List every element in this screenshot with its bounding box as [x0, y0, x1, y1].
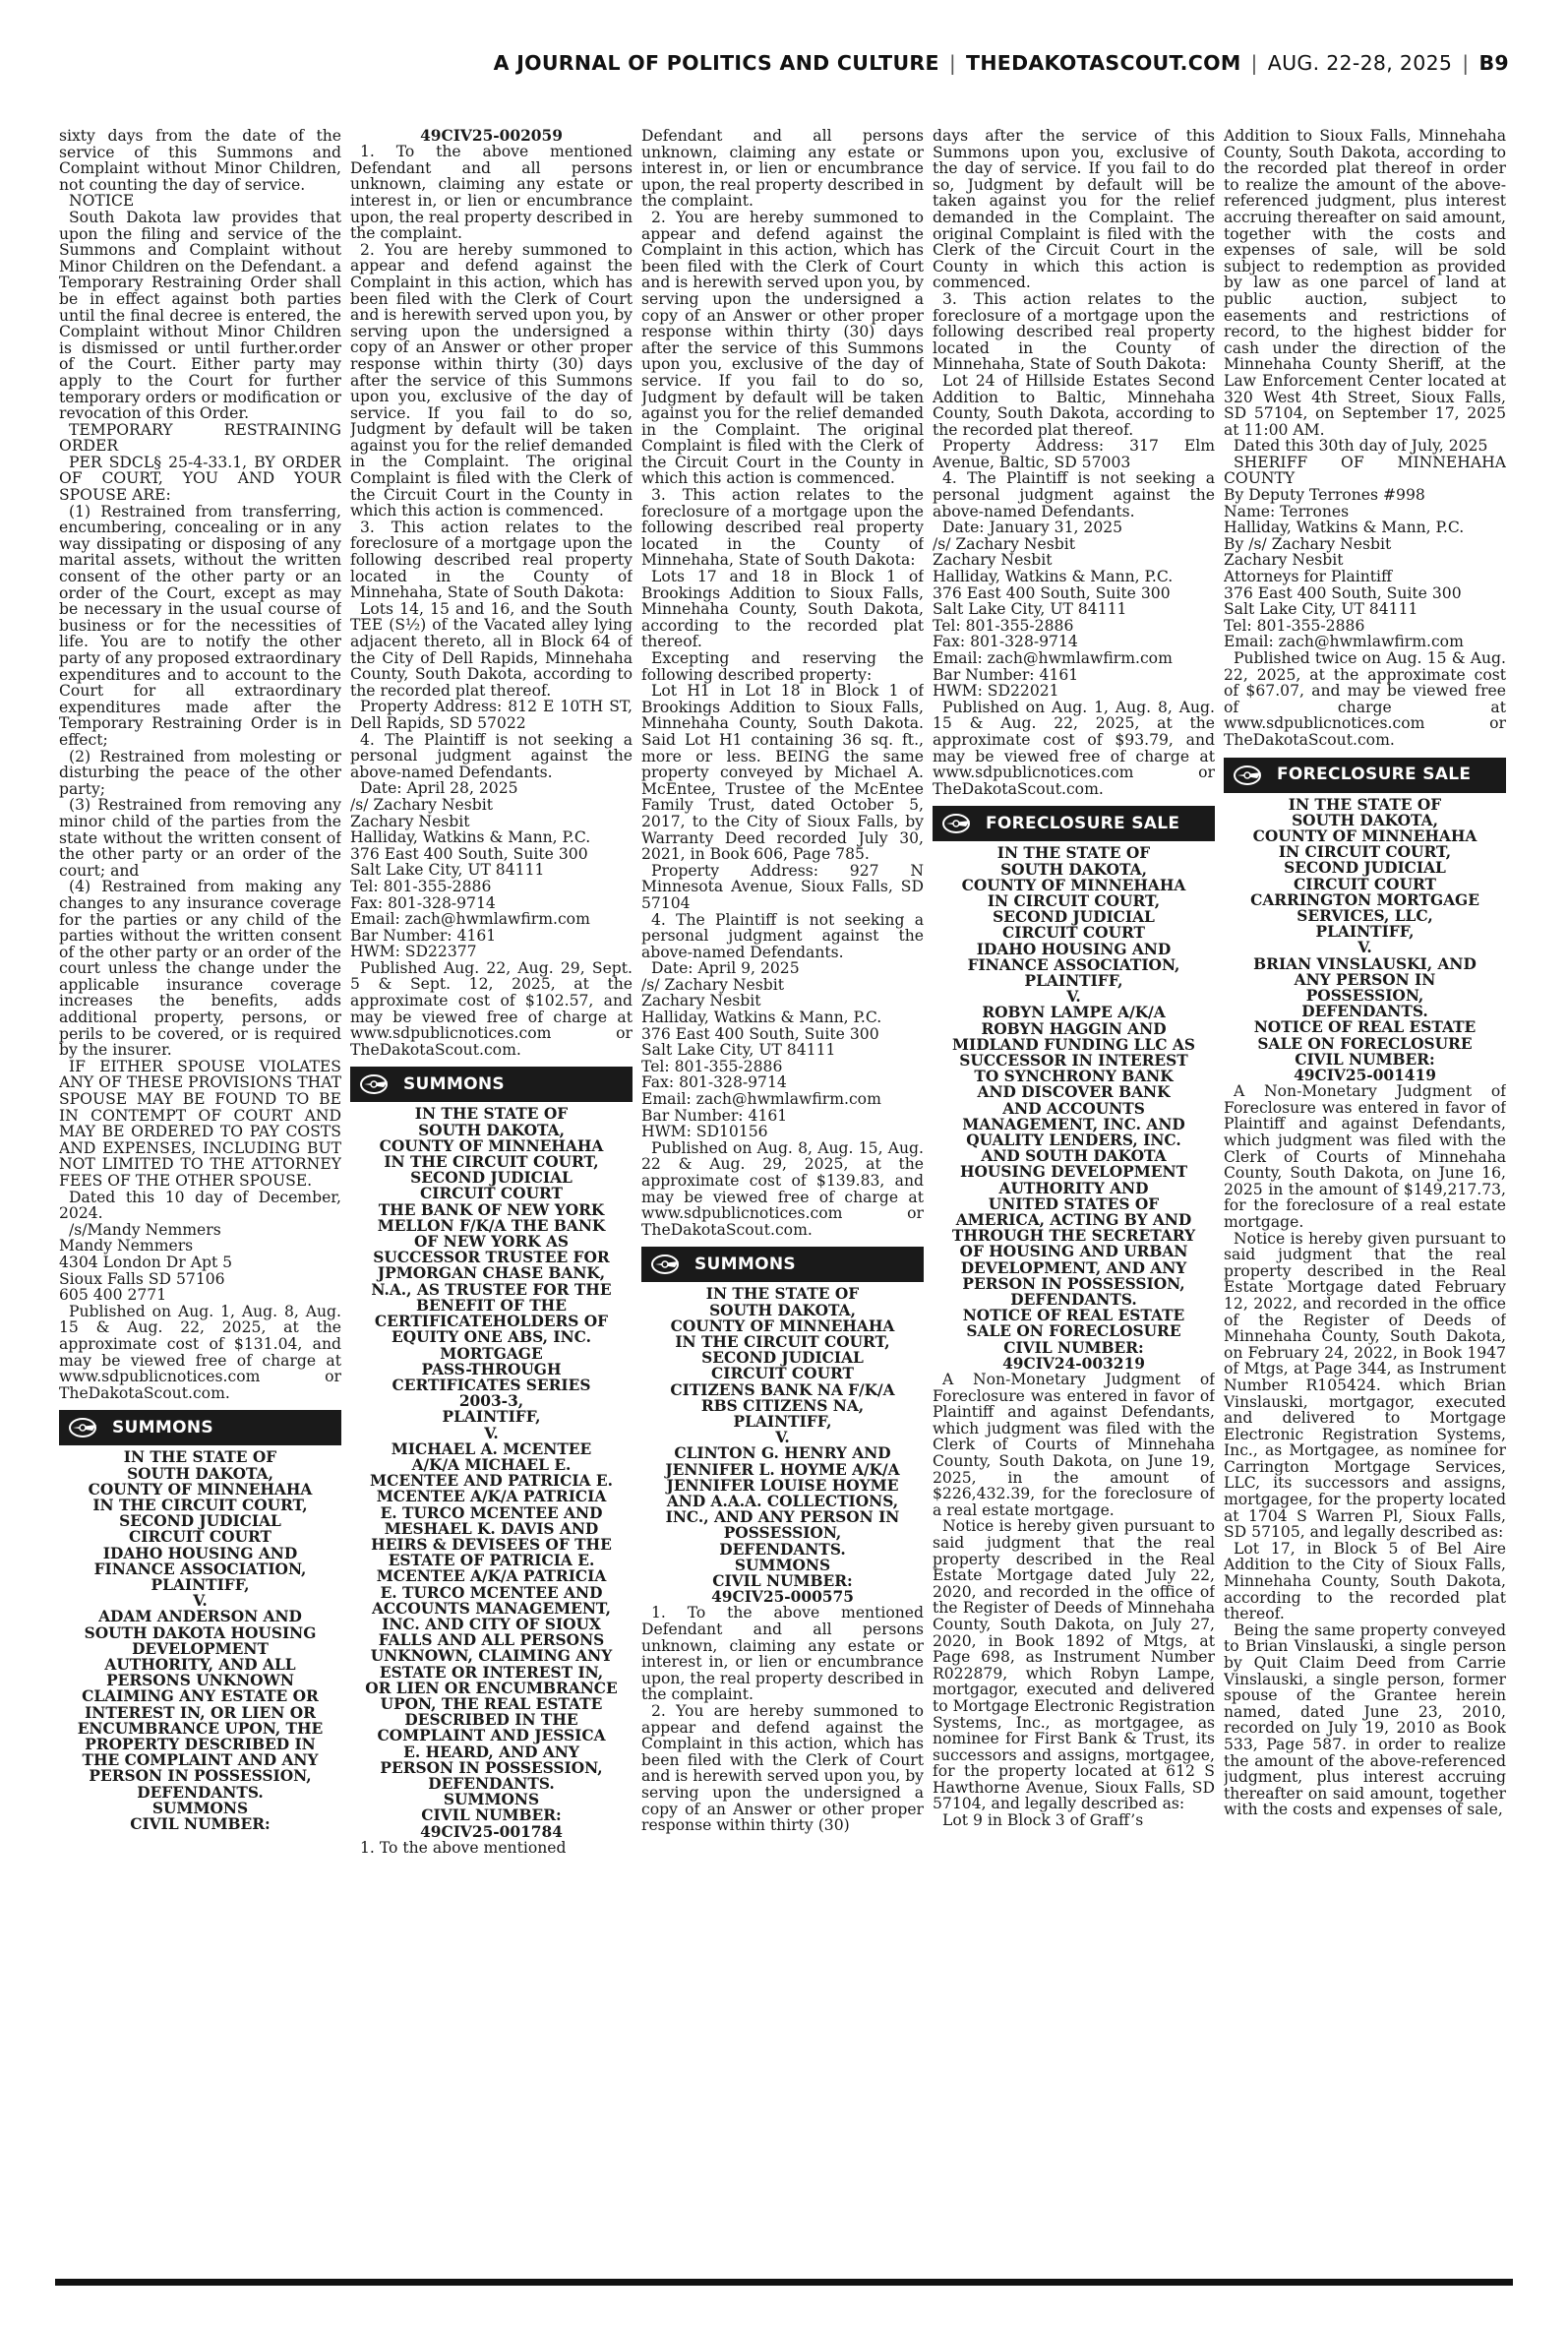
scout-logo-icon [649, 1254, 685, 1275]
signature-block: Date: January 31, 2025 /s/ Zachary Nesbit Zachary Nesbit Halliday, Watkins & Mann, P.C. 376 East 400 South, Suite 300 Salt Lake City, UT 84111 Tel: 801-355-2886 Fax: 801-328-9714 Email: zach@hwmlawfirm.com Bar Number: 4161 HWM: SD22021 [933, 519, 1174, 701]
notice-paragraph: Notice is hereby given pursuant to said judgment that the real property described in the Real Estate Mortgage dated July 22, 2020, and recorded in the office of the Register of Deeds of Minnehaha County, South Dakota, on July 27, 2020, in Book 1892 of Mtgs, at Page 698, as Instrument Number R022879, which Robyn Lampe, mortgagor, executed and delivered to Mortgage Electronic Registration Systems, Inc., as mortgagee, as nominee for First Bank & Trust, its successors and assigns, mortgagee, for the property located at 612 S Hawthorne Avenue, Sioux Falls, SD 57104, and legally described as: [933, 1517, 1215, 1813]
publication-note: Published twice on Aug. 15 & Aug. 22, 2025, at the approximate cost of $67.07, and may be viewed free of charge at www.sdpublicnotices.com or TheDakotaScout.com. [1224, 649, 1506, 749]
notice-paragraph: South Dakota law provides that upon the filing and service of the Summons and Complaint without Minor Children on the Defendant. a Temporary Restraining Order shall be in effect against both parties until the final decree is entered, the Complaint without Minor Children is dismissed or until further.order of the Court. Either party may apply to the Court for further temporary orders or modification or revocation of this Order. [59, 208, 341, 423]
notice-paragraph: 4. The Plaintiff is not seeking a personal judgment against the above-named Defendants. [641, 910, 924, 961]
section-label: SUMMONS [694, 1254, 796, 1275]
column-3 [641, 128, 924, 2233]
notice-paragraph: Property Address: 812 E 10TH ST, Dell Rapids, SD 57022 [350, 698, 633, 732]
scout-logo-icon [67, 1417, 102, 1438]
notice-paragraph: (2) Restrained from molesting or disturbing the peace of the other party; [59, 747, 341, 798]
bottom-rule [55, 2279, 1513, 2286]
issue-date: AUG. 22-28, 2025 [1267, 51, 1453, 75]
notices-columns [59, 128, 1509, 2233]
column-4 [933, 128, 1215, 2233]
notice-paragraph: Dated this 10 day of December, 2024. [59, 1188, 341, 1223]
notice-paragraph: A Non-Monetary Judgment of Foreclosure was entered in favor of Plaintiff and against Defendants, which judgment was filed with the Clerk of Courts of Minnehaha County, South Dakota, on June 16, 2025 in the amount of $149,217.73, for the foreclosure of a real estate mortgage. [1224, 1082, 1506, 1231]
notice-paragraph: IF EITHER SPOUSE VIOLATES ANY OF THESE PROVISIONS THAT SPOUSE MAY BE FOUND TO BE IN CONTEMPT OF COURT AND MAY BE ORDERED TO PAY COSTS AND EXPENSES, INCLUDING BUT NOT LIMITED TO THE ATTORNEY FEES OF THE OTHER SPOUSE. [59, 1057, 341, 1190]
section-label: FORECLOSURE SALE [1277, 765, 1472, 785]
section-label: SUMMONS [112, 1418, 213, 1438]
notice-paragraph: A Non-Monetary Judgment of Foreclosure was entered in favor of Plaintiff and against Defendants, which judgment was filed with the Clerk of Courts of Minnehaha County, South Dakota, on June 19, 2025, in the amount of $226,432.39, for the foreclosure of a real estate mortgage. [933, 1371, 1215, 1519]
notice-paragraph: Excepting and reserving the following described property: [641, 649, 924, 684]
notice-paragraph: 3. This action relates to the foreclosure of a mortgage upon the following described real property located in the County of Minnehaha, State of South Dakota: [350, 518, 633, 602]
notice-paragraph: Being the same property conveyed to Brian Vinslauski, a single person by Quit Claim Deed from Carrie Vinslauski, a single person, former spouse of the Grantee herein named, dated June 23, 2010, recorded on July 19, 2010 as Book 533, Page 587. in order to realize the amount of the above-referenced judgment, plus interest accruing thereafter on said amount, together with the costs and expenses of sale, [1224, 1621, 1506, 1819]
notice-paragraph: Lot 9 in Block 3 of Graff’s [942, 1811, 1144, 1830]
notice-paragraph: 4. The Plaintiff is not seeking a personal judgment against the above-named Defendants. [350, 730, 633, 781]
scout-logo-icon [940, 813, 976, 834]
notice-paragraph: 1. To the above mentioned Defendant and all persons unknown, claiming any estate or interest in, or lien or encumbrance upon, the real property described in the complaint. [641, 1604, 924, 1704]
notice-paragraph: Lots 14, 15 and 16, and the South TEE (S½) of the Vacated alley lying adjacent thereto, all in Block 64 of the City of Dell Rapids, Minnehaha County, South Dakota, according to the recorded plat thereof. [350, 599, 633, 700]
notice-paragraph: 2. You are hereby summoned to appear and defend against the Complaint in this action, which has been filed with the Clerk of Court and is herewith served upon you, by serving upon the undersigned a copy of an Answer or other proper response within thirty (30) days after the service of this Summons upon you, exclusive of the day of service. If you fail to do so, Judgment by default will be taken against you for the relief demanded in the Complaint. The original Complaint is filed with the Clerk of the Circuit Court in the County in which this action is commenced. [641, 208, 924, 488]
notice-paragraph: 1. To the above mentioned Defendant and all persons unknown, claiming any estate or interest in, or lien or encumbrance upon, the real property described in the complaint. [350, 143, 633, 243]
notice-paragraph: Dated this 30th day of July, 2025 [1234, 437, 1488, 456]
notice-paragraph: 1. To the above mentioned [360, 1838, 567, 1857]
site-link[interactable]: THEDAKOTASCOUT.COM [966, 51, 1241, 75]
notice-paragraph: 3. This action relates to the foreclosure of a mortgage upon the following described real property located in the County of Minnehaha, State of South Dakota: [933, 289, 1215, 374]
notice-paragraph: Lot 24 of Hillside Estates Second Addition to Baltic, Minnehaha County, South Dakota, according to the recorded plat thereof. [933, 371, 1215, 439]
publication-note: Published on Aug. 1, Aug. 8, Aug. 15 & Aug. 22, 2025, at the approximate cost of $131.04, and may be viewed free of charge at www.sdpublicnotices.com or TheDakotaScout.com. [59, 1302, 341, 1402]
masthead-separator: | [948, 51, 957, 75]
summons-section-header [350, 1067, 633, 1102]
notice-paragraph: (1) Restrained from transferring, encumbering, concealing or in any way dissipating or disposing of any marital assets, without the written consent of the other party or an order of the Court, except as may be necessary in the usual course of business or for the necessities of life. You are to notify the other party of any proposed extraordinary expenditures and to account to the Court for all extraordinary expenditures made after the Temporary Restraining Order is in effect; [59, 502, 341, 749]
case-caption: IN THE STATE OF SOUTH DAKOTA, COUNTY OF MINNEHAHA IN THE CIRCUIT COURT, SECOND JUDICIAL CIRCUIT COURT IDAHO HOUSING AND FINANCE ASSOCIATION, PLAINTIFF, V. ADAM ANDERSON AND SOUTH DAKOTA HOUSING DEVELOPMENT AUTHORITY, AND ALL PERSONS UNKNOWN CLAIMING ANY ESTATE OR INTEREST IN, OR LIEN OR ENCUMBRANCE UPON, THE PROPERTY DESCRIBED IN THE COMPLAINT AND ANY PERSON IN POSSESSION, DEFENDANTS. SUMMONS CIVIL NUMBER: [77, 1448, 324, 1833]
notice-paragraph: days after the service of this Summons upon you, exclusive of the day of service. If you fail to do so, Judgment by default will be taken against you for the relief demanded in the Complaint. The original Complaint is filed with the Clerk of the Circuit Court in the County in which this action is commenced. [933, 128, 1215, 292]
section-label: FORECLOSURE SALE [986, 814, 1180, 834]
notice-paragraph: Lot 17, in Block 5 of Bel Aire Addition to the City of Sioux Falls, Minnehaha County, South Dakota, according to the recorded plat thereof. [1224, 1539, 1506, 1623]
column-5 [1224, 128, 1506, 2233]
signature-block: /s/Mandy Nemmers Mandy Nemmers 4304 London Dr Apt 5 Sioux Falls SD 57106 605 400 2771 [59, 1220, 233, 1305]
notice-paragraph: 3. This action relates to the foreclosure of a mortgage upon the following described real property located in the County of Minnehaha, State of South Dakota: [641, 486, 924, 570]
notice-paragraph: 4. The Plaintiff is not seeking a personal judgment against the above-named Defendants. [933, 469, 1215, 520]
foreclosure-section-header [933, 806, 1215, 841]
notice-paragraph: (3) Restrained from removing any minor child of the parties from the state without the written consent of the other party or an order of the court; and [59, 796, 341, 880]
case-caption: IN THE STATE OF SOUTH DAKOTA, COUNTY OF MINNEHAHA IN THE CIRCUIT COURT, SECOND JUDICIAL CIRCUIT COURT THE BANK OF NEW YORK MELLON F/K/A THE BANK OF NEW YORK AS SUCCESSOR TRUSTEE FOR JPMORGAN CHASE BANK, N.A., AS TRUSTEE FOR THE BENEFIT OF THE CERTIFICATEHOLDERS OF EQUITY ONE ABS, INC. MORTGAGE PASS-THROUGH CERTIFICATES SERIES 2003-3, PLAINTIFF, V. MICHAEL A. MCENTEE A/K/A MICHAEL E. MCENTEE AND PATRICIA E. MCENTEE A/K/A PATRICIA E. TURCO MCENTEE AND MESHAEL K. DAVIS AND HEIRS & DEVISEES OF THE ESTATE OF PATRICIA E. MCENTEE A/K/A PATRICIA E. TURCO MCENTEE AND ACCOUNTS MANAGEMENT, INC. AND CITY OF SIOUX FALLS AND ALL PERSONS UNKNOWN, CLAIMING ANY ESTATE OR INTEREST IN, OR LIEN OR ENCUMBRANCE UPON, THE REAL ESTATE DESCRIBED IN THE COMPLAINT AND JESSICA E. HEARD, AND ANY PERSON IN POSSESSION, DEFENDANTS. SUMMONS CIVIL NUMBER: 49CIV25-001784 [365, 1105, 618, 1841]
case-caption: IN THE STATE OF SOUTH DAKOTA, COUNTY OF MINNEHAHA IN CIRCUIT COURT, SECOND JUDICIAL CIRCUIT COURT CARRINGTON MORTGAGE SERVICES, LLC, PLAINTIFF, V. BRIAN VINSLAUSKI, AND ANY PERSON IN POSSESSION, DEFENDANTS. NOTICE OF REAL ESTATE SALE ON FORECLOSURE CIVIL NUMBER: 49CIV25-001419 [1250, 795, 1479, 1085]
summons-section-header [641, 1247, 924, 1282]
masthead-separator: | [1462, 51, 1470, 75]
signature-block: Date: April 28, 2025 /s/ Zachary Nesbit Zachary Nesbit Halliday, Watkins & Mann, P.C. 376 East 400 South, Suite 300 Salt Lake City, UT 84111 Tel: 801-355-2886 Fax: 801-328-9714 Email: zach@hwmlawfirm.com Bar Number: 4161 HWM: SD22377 [350, 779, 591, 961]
page-number: B9 [1478, 51, 1509, 75]
notice-paragraph: 2. You are hereby summoned to appear and defend against the Complaint in this action, which has been filed with the Clerk of Court and is herewith served upon you, by serving upon the undersigned a copy of an Answer or other proper response within thirty (30) days after the service of this Summons upon you, exclusive of the day of service. If you fail to do so, Judgment by default will be taken against you for the relief demanded in the Complaint. The original Complaint is filed with the Clerk of the Circuit Court in the County in which this action is commenced. [350, 240, 633, 520]
notice-paragraph: (4) Restrained from making any changes to any insurance coverage for the parties or any child of the parties without the written consent of the other party or an order of the court unless the change under the applicable insurance coverage increases the benefits, adds additional property, persons, or perils to be covered, or is required by the insurer. [59, 878, 341, 1060]
foreclosure-section-header [1224, 758, 1506, 793]
scout-logo-icon [1232, 765, 1267, 786]
publication-note: Published on Aug. 1, Aug. 8, Aug. 15 & Aug. 22, 2025, at the approximate cost of $93.79, and may be viewed free of charge at www.sdpublicnotices.com or TheDakotaScout.com. [933, 698, 1215, 798]
civil-number: 49CIV25-002059 [420, 128, 563, 145]
notice-paragraph: Lots 17 and 18 in Block 1 of Brookings Addition to Sioux Falls, Minnehaha County, South Dakota, according to the recorded plat thereof. [641, 568, 924, 651]
notice-paragraph: TEMPORARY RESTRAINING ORDER [59, 420, 341, 456]
signature-block: Date: April 9, 2025 /s/ Zachary Nesbit Zachary Nesbit Halliday, Watkins & Mann, P.C. 376 East 400 South, Suite 300 Salt Lake City, UT 84111 Tel: 801-355-2886 Fax: 801-328-9714 Email: zach@hwmlawfirm.com Bar Number: 4161 HWM: SD10156 [641, 959, 882, 1141]
publication-note: Published Aug. 22, Aug. 29, Sept. 5 & Sept. 12, 2025, at the approximate cost of $102.57, and may be viewed free of charge at www.sdpublicnotices.com or TheDakotaScout.com. [350, 958, 633, 1059]
summons-section-header [59, 1410, 341, 1445]
scout-logo-icon [358, 1073, 393, 1095]
notice-paragraph: Defendant and all persons unknown, claiming any estate or interest in, or lien or encumbrance upon, the real property described in the complaint. [641, 128, 924, 211]
case-caption: IN THE STATE OF SOUTH DAKOTA, COUNTY OF MINNEHAHA IN THE CIRCUIT COURT, SECOND JUDICIAL CIRCUIT COURT CITIZENS BANK NA F/K/A RBS CITIZENS NA, PLAINTIFF, V. CLINTON G. HENRY AND JENNIFER L. HOYME A/K/A JENNIFER LOUISE HOYME AND A.A.A. COLLECTIONS, INC., AND ANY PERSON IN POSSESSION, DEFENDANTS. SUMMONS CIVIL NUMBER: 49CIV25-000575 [665, 1285, 900, 1607]
notice-paragraph: Property Address: 927 N Minnesota Avenue, Sioux Falls, SD 57104 [641, 861, 924, 912]
signature-block: SHERIFF OF MINNEHAHA COUNTY By Deputy Terrones #998 Name: Terrones Halliday, Watkins & Mann, P.C. By /s/ Zachary Nesbit Zachary Nesbit Attorneys for Plaintiff 376 East 400 South, Suite 300 Salt Lake City, UT 84111 Tel: 801-355-2886 Email: zach@hwmlawfirm.com [1224, 453, 1506, 651]
notice-paragraph: Lot H1 in Lot 18 in Block 1 of Brookings Addition to Sioux Falls, Minnehaha County, South Dakota. Said Lot H1 containing 36 sq. ft., more or less. BEING the same property conveyed by Michael A. McEntee, Trustee of the McEntee Family Trust, dated October 5, 2017, to the City of Sioux Falls, by Warranty Deed recorded July 30, 2021, in Book 606, Page 785. [641, 682, 924, 864]
masthead [59, 51, 1509, 87]
notice-paragraph: Property Address: 317 Elm Avenue, Baltic, SD 57003 [933, 437, 1215, 471]
masthead-separator: | [1250, 51, 1258, 75]
publication-note: Published on Aug. 8, Aug. 15, Aug. 22 & Aug. 29, 2025, at the approximate cost of $139.83, and may be viewed free of charge at www.sdpublicnotices.com or TheDakotaScout.com. [641, 1138, 924, 1239]
case-caption: IN THE STATE OF SOUTH DAKOTA, COUNTY OF MINNEHAHA IN CIRCUIT COURT, SECOND JUDICIAL CIRCUIT COURT IDAHO HOUSING AND FINANCE ASSOCIATION, PLAINTIFF, V. ROBYN LAMPE A/K/A ROBYN HAGGIN AND MIDLAND FUNDING LLC AS SUCCESSOR IN INTEREST TO SYNCHRONY BANK AND DISCOVER BANK AND ACCOUNTS MANAGEMENT, INC. AND QUALITY LENDERS, INC. AND SOUTH DAKOTA HOUSING DEVELOPMENT AUTHORITY AND UNITED STATES OF AMERICA, ACTING BY AND THROUGH THE SECRETARY OF HOUSING AND URBAN DEVELOPMENT, AND ANY PERSON IN POSSESSION, DEFENDANTS. NOTICE OF REAL ESTATE SALE ON FORECLOSURE CIVIL NUMBER: 49CIV24-003219 [951, 844, 1196, 1373]
column-2 [350, 128, 633, 2233]
section-label: SUMMONS [403, 1074, 505, 1095]
notice-paragraph: Notice is hereby given pursuant to said judgment that the real property described in the Real Estate Mortgage dated February 12, 2022, and recorded in the office of the Register of Deeds of Minnehaha County, South Dakota, on February 24, 2022, in Book 1947 of Mtgs, at Page 344, as Instrument Number R105424. which Brian Vinslauski, mortgagor, executed and delivered to Mortgage Electronic Registration Systems, Inc., as Mortgagee, as nominee for Carrington Mortgage Services, LLC, its successors and assigns, mortgagee, for the property located at 1704 S Warren Pl, Sioux Falls, SD 57105, and legally described as: [1224, 1229, 1506, 1542]
notice-paragraph: PER SDCL§ 25-4-33.1, BY ORDER OF COURT, YOU AND YOUR SPOUSE ARE: [59, 453, 341, 505]
notice-paragraph: sixty days from the date of the service of this Summons and Complaint without Minor Children, not counting the day of service. [59, 128, 341, 194]
notice-paragraph: NOTICE [69, 192, 135, 211]
column-1 [59, 128, 341, 2233]
notice-paragraph: 2. You are hereby summoned to appear and defend against the Complaint in this action, which has been filed with the Clerk of Court and is herewith served upon you, by serving upon the undersigned a copy of an Answer or other proper response within thirty (30) [641, 1702, 924, 1835]
journal-tagline: A JOURNAL OF POLITICS AND CULTURE [493, 51, 939, 75]
notice-paragraph: Addition to Sioux Falls, Minnehaha County, South Dakota, according to the recorded plat thereof in order to realize the amount of the above-referenced judgment, plus interest accruing thereafter on said amount, together with the costs and expenses of sale, will be sold subject to redemption as provided by law as one parcel of land at public auction, subject to easements and restrictions of record, to the highest bidder for cash under the direction of the Minnehaha County Sheriff, at the Law Enforcement Center located at 320 West 4th Street, Sioux Falls, SD 57104, on September 17, 2025 at 11:00 AM. [1224, 128, 1506, 439]
